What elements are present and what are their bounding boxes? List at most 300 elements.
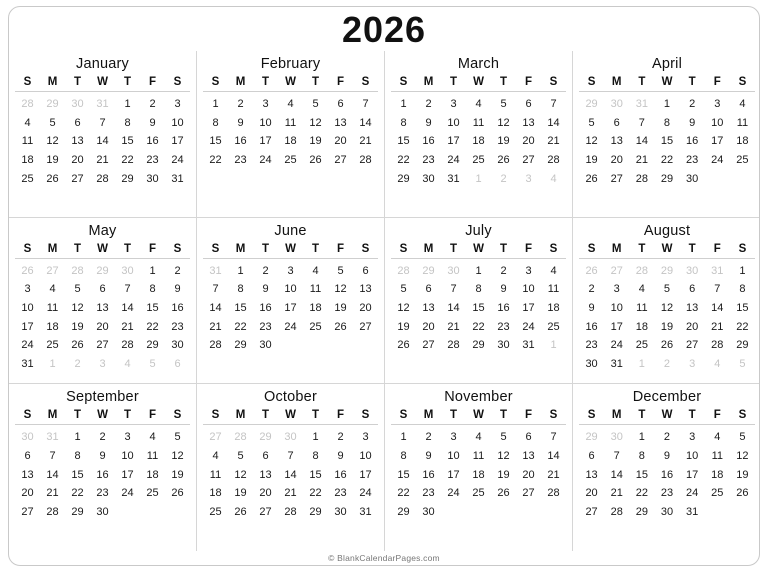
day-cell[interactable]: 25 xyxy=(635,339,648,352)
day-cell[interactable]: 15 xyxy=(234,301,247,314)
day-cell[interactable]: 30 xyxy=(146,172,159,185)
day-cell[interactable]: 29 xyxy=(635,505,648,518)
day-cell[interactable]: 27 xyxy=(585,505,598,518)
day-cell[interactable]: 24 xyxy=(447,487,460,500)
day-cell[interactable]: 8 xyxy=(638,449,645,462)
day-cell[interactable]: 23 xyxy=(334,487,347,500)
day-cell[interactable]: 19 xyxy=(497,135,510,148)
day-cell[interactable]: 26 xyxy=(497,153,510,166)
day-cell[interactable]: 7 xyxy=(99,116,106,129)
day-cell[interactable]: 21 xyxy=(46,487,59,500)
day-cell[interactable]: 13 xyxy=(522,449,535,462)
day-cell[interactable]: 28 xyxy=(547,153,560,166)
day-cell[interactable]: 31 xyxy=(711,264,724,277)
day-cell[interactable]: 25 xyxy=(472,487,485,500)
day-cell[interactable]: 30 xyxy=(334,505,347,518)
day-cell[interactable]: 24 xyxy=(284,320,297,333)
day-cell[interactable]: 3 xyxy=(613,283,620,296)
day-cell[interactable]: 17 xyxy=(359,468,372,481)
day-cell[interactable]: 21 xyxy=(547,468,560,481)
day-cell[interactable]: 11 xyxy=(46,301,59,314)
day-cell[interactable]: 28 xyxy=(635,264,648,277)
day-cell[interactable]: 16 xyxy=(585,320,598,333)
day-cell[interactable]: 5 xyxy=(663,283,671,296)
day-cell[interactable]: 30 xyxy=(660,505,674,518)
day-cell[interactable]: 13 xyxy=(522,116,535,129)
day-cell[interactable]: 17 xyxy=(447,135,460,148)
day-cell[interactable]: 26 xyxy=(171,487,184,500)
day-cell[interactable]: 2 xyxy=(689,98,696,110)
day-cell[interactable]: 4 xyxy=(312,264,319,277)
day-cell[interactable]: 24 xyxy=(522,320,535,333)
day-cell[interactable]: 3 xyxy=(287,264,294,277)
day-cell[interactable]: 29 xyxy=(660,172,674,185)
day-cell[interactable]: 2 xyxy=(174,264,181,277)
day-cell[interactable]: 26 xyxy=(334,320,347,333)
day-cell[interactable]: 8 xyxy=(149,283,156,296)
day-cell[interactable]: 12 xyxy=(71,301,84,314)
day-cell[interactable]: 11 xyxy=(472,116,485,129)
day-cell[interactable]: 14 xyxy=(447,301,460,314)
day-cell[interactable]: 18 xyxy=(284,135,297,148)
day-cell[interactable]: 30 xyxy=(121,264,134,277)
day-cell[interactable]: 5 xyxy=(400,283,407,296)
day-cell[interactable]: 10 xyxy=(359,449,372,462)
day-cell[interactable]: 28 xyxy=(610,505,623,518)
day-cell[interactable]: 13 xyxy=(585,468,598,481)
day-cell[interactable]: 19 xyxy=(397,320,410,333)
day-cell[interactable]: 29 xyxy=(259,431,272,444)
day-cell[interactable]: 8 xyxy=(400,449,407,462)
day-cell[interactable]: 30 xyxy=(422,172,435,185)
day-cell[interactable]: 29 xyxy=(146,339,159,352)
day-cell[interactable]: 5 xyxy=(312,98,319,110)
day-cell[interactable]: 5 xyxy=(49,116,56,129)
day-cell[interactable]: 21 xyxy=(711,320,724,333)
day-cell[interactable]: 25 xyxy=(711,487,724,500)
day-cell[interactable]: 3 xyxy=(450,98,457,110)
day-cell[interactable]: 7 xyxy=(212,283,219,296)
day-cell[interactable]: 3 xyxy=(99,357,106,370)
day-cell[interactable]: 11 xyxy=(146,449,159,462)
day-cell[interactable]: 21 xyxy=(635,153,648,166)
day-cell[interactable]: 26 xyxy=(585,264,598,277)
day-cell[interactable]: 3 xyxy=(174,98,181,110)
day-cell[interactable]: 22 xyxy=(736,320,749,333)
day-cell[interactable]: 28 xyxy=(121,339,134,352)
day-cell[interactable]: 24 xyxy=(121,487,134,500)
day-cell[interactable]: 20 xyxy=(585,487,598,500)
day-cell[interactable]: 1 xyxy=(475,172,482,185)
day-cell[interactable]: 8 xyxy=(475,283,482,296)
day-cell[interactable]: 11 xyxy=(636,301,648,314)
day-cell[interactable]: 24 xyxy=(711,153,724,166)
day-cell[interactable]: 10 xyxy=(21,301,34,314)
day-cell[interactable]: 12 xyxy=(234,468,247,481)
day-cell[interactable]: 25 xyxy=(309,320,322,333)
day-cell[interactable]: 7 xyxy=(49,449,56,462)
day-cell[interactable]: 6 xyxy=(337,98,344,110)
day-cell[interactable]: 6 xyxy=(99,283,106,296)
day-cell[interactable]: 18 xyxy=(46,320,59,333)
day-cell[interactable]: 16 xyxy=(422,135,435,148)
day-cell[interactable]: 15 xyxy=(660,135,674,148)
day-cell[interactable]: 29 xyxy=(472,339,485,352)
day-cell[interactable]: 6 xyxy=(362,264,369,277)
day-cell[interactable]: 19 xyxy=(497,468,510,481)
day-cell[interactable]: 21 xyxy=(284,487,297,500)
day-cell[interactable]: 16 xyxy=(422,468,435,481)
day-cell[interactable]: 3 xyxy=(689,357,696,370)
day-cell[interactable]: 1 xyxy=(124,98,131,110)
day-cell[interactable]: 12 xyxy=(334,283,347,296)
day-cell[interactable]: 15 xyxy=(397,468,410,481)
day-cell[interactable]: 8 xyxy=(663,116,671,129)
day-cell[interactable]: 20 xyxy=(422,320,435,333)
day-cell[interactable]: 12 xyxy=(736,449,749,462)
day-cell[interactable]: 27 xyxy=(46,264,59,277)
day-cell[interactable]: 31 xyxy=(635,98,648,110)
day-cell[interactable]: 18 xyxy=(146,468,159,481)
day-cell[interactable]: 30 xyxy=(422,505,435,518)
day-cell[interactable]: 30 xyxy=(96,505,109,518)
day-cell[interactable]: 4 xyxy=(287,98,294,110)
day-cell[interactable]: 1 xyxy=(149,264,156,277)
day-cell[interactable]: 24 xyxy=(21,339,34,352)
day-cell[interactable]: 15 xyxy=(472,301,485,314)
day-cell[interactable]: 14 xyxy=(711,301,724,314)
day-cell[interactable]: 28 xyxy=(209,339,222,352)
day-cell[interactable]: 21 xyxy=(547,135,560,148)
day-cell[interactable]: 7 xyxy=(550,98,557,110)
day-cell[interactable]: 14 xyxy=(610,468,623,481)
day-cell[interactable]: 8 xyxy=(739,283,746,296)
day-cell[interactable]: 1 xyxy=(638,431,645,444)
day-cell[interactable]: 11 xyxy=(711,449,723,462)
day-cell[interactable]: 15 xyxy=(121,135,134,148)
day-cell[interactable]: 15 xyxy=(309,468,322,481)
day-cell[interactable]: 30 xyxy=(447,264,460,277)
day-cell[interactable]: 14 xyxy=(547,116,560,129)
day-cell[interactable]: 9 xyxy=(237,116,244,129)
day-cell[interactable]: 4 xyxy=(475,98,482,110)
day-cell[interactable]: 23 xyxy=(660,487,674,500)
day-cell[interactable]: 16 xyxy=(96,468,109,481)
day-cell[interactable]: 7 xyxy=(613,449,620,462)
day-cell[interactable]: 1 xyxy=(400,98,407,110)
day-cell[interactable]: 2 xyxy=(74,357,81,370)
day-cell[interactable]: 18 xyxy=(209,487,222,500)
day-cell[interactable]: 27 xyxy=(610,264,623,277)
day-cell[interactable]: 17 xyxy=(522,301,535,314)
day-cell[interactable]: 4 xyxy=(714,357,721,370)
day-cell[interactable]: 2 xyxy=(500,264,507,277)
day-cell[interactable]: 17 xyxy=(171,135,184,148)
day-cell[interactable]: 8 xyxy=(237,283,244,296)
day-cell[interactable]: 16 xyxy=(334,468,347,481)
day-cell[interactable]: 1 xyxy=(49,357,56,370)
day-cell[interactable]: 13 xyxy=(422,301,435,314)
day-cell[interactable]: 15 xyxy=(635,468,648,481)
day-cell[interactable]: 10 xyxy=(610,301,623,314)
day-cell[interactable]: 2 xyxy=(337,431,344,444)
day-cell[interactable]: 3 xyxy=(262,98,269,110)
day-cell[interactable]: 10 xyxy=(447,116,460,129)
day-cell[interactable]: 31 xyxy=(209,264,222,277)
day-cell[interactable]: 15 xyxy=(397,135,410,148)
day-cell[interactable]: 14 xyxy=(209,301,222,314)
day-cell[interactable]: 20 xyxy=(686,320,699,333)
day-cell[interactable]: 9 xyxy=(425,116,432,129)
day-cell[interactable]: 26 xyxy=(309,153,322,166)
day-cell[interactable]: 25 xyxy=(736,153,749,166)
day-cell[interactable]: 20 xyxy=(610,153,623,166)
day-cell[interactable]: 2 xyxy=(588,283,595,296)
day-cell[interactable]: 28 xyxy=(397,264,410,277)
day-cell[interactable]: 20 xyxy=(334,135,347,148)
day-cell[interactable]: 9 xyxy=(425,449,432,462)
day-cell[interactable]: 24 xyxy=(171,153,184,166)
day-cell[interactable]: 26 xyxy=(397,339,410,352)
day-cell[interactable]: 26 xyxy=(497,487,510,500)
day-cell[interactable]: 19 xyxy=(71,320,84,333)
day-cell[interactable]: 20 xyxy=(71,153,84,166)
day-cell[interactable]: 29 xyxy=(234,339,247,352)
day-cell[interactable]: 22 xyxy=(121,153,134,166)
day-cell[interactable]: 15 xyxy=(146,301,159,314)
day-cell[interactable]: 29 xyxy=(422,264,435,277)
day-cell[interactable]: 29 xyxy=(71,505,84,518)
day-cell[interactable]: 23 xyxy=(497,320,510,333)
day-cell[interactable]: 27 xyxy=(686,339,699,352)
day-cell[interactable]: 11 xyxy=(736,116,749,129)
day-cell[interactable]: 15 xyxy=(736,301,749,314)
day-cell[interactable]: 27 xyxy=(209,431,222,444)
day-cell[interactable]: 27 xyxy=(21,505,34,518)
day-cell[interactable]: 5 xyxy=(149,357,156,370)
day-cell[interactable]: 26 xyxy=(234,505,247,518)
day-cell[interactable]: 17 xyxy=(711,135,724,148)
day-cell[interactable]: 30 xyxy=(21,431,34,444)
day-cell[interactable]: 11 xyxy=(284,116,297,129)
day-cell[interactable]: 29 xyxy=(397,505,410,518)
day-cell[interactable]: 29 xyxy=(585,431,598,444)
day-cell[interactable]: 31 xyxy=(522,339,535,352)
day-cell[interactable]: 24 xyxy=(610,339,623,352)
day-cell[interactable]: 21 xyxy=(96,153,109,166)
day-cell[interactable]: 4 xyxy=(739,98,746,110)
day-cell[interactable]: 5 xyxy=(739,431,746,444)
day-cell[interactable]: 2 xyxy=(262,264,269,277)
day-cell[interactable]: 31 xyxy=(21,357,34,370)
day-cell[interactable]: 12 xyxy=(171,449,184,462)
day-cell[interactable]: 30 xyxy=(71,98,84,110)
day-cell[interactable]: 30 xyxy=(171,339,184,352)
day-cell[interactable]: 30 xyxy=(259,339,272,352)
day-cell[interactable]: 19 xyxy=(171,468,184,481)
day-cell[interactable]: 9 xyxy=(149,116,156,129)
day-cell[interactable]: 29 xyxy=(585,98,598,110)
day-cell[interactable]: 22 xyxy=(397,487,410,500)
day-cell[interactable]: 14 xyxy=(284,468,297,481)
day-cell[interactable]: 31 xyxy=(359,505,372,518)
day-cell[interactable]: 21 xyxy=(121,320,134,333)
day-cell[interactable]: 9 xyxy=(689,116,696,129)
day-cell[interactable]: 4 xyxy=(124,357,131,370)
day-cell[interactable]: 23 xyxy=(171,320,184,333)
day-cell[interactable]: 8 xyxy=(212,116,219,129)
day-cell[interactable]: 3 xyxy=(124,431,131,444)
day-cell[interactable]: 25 xyxy=(284,153,297,166)
day-cell[interactable]: 1 xyxy=(475,264,482,277)
day-cell[interactable]: 19 xyxy=(46,153,59,166)
day-cell[interactable]: 28 xyxy=(46,505,59,518)
day-cell[interactable]: 22 xyxy=(71,487,84,500)
day-cell[interactable]: 13 xyxy=(71,135,84,148)
day-cell[interactable]: 9 xyxy=(337,449,344,462)
day-cell[interactable]: 6 xyxy=(588,449,595,462)
day-cell[interactable]: 6 xyxy=(24,449,31,462)
day-cell[interactable]: 4 xyxy=(475,431,482,444)
day-cell[interactable]: 28 xyxy=(284,505,297,518)
day-cell[interactable]: 26 xyxy=(71,339,84,352)
day-cell[interactable]: 22 xyxy=(209,153,222,166)
day-cell[interactable]: 28 xyxy=(547,487,560,500)
day-cell[interactable]: 5 xyxy=(588,116,595,129)
day-cell[interactable]: 20 xyxy=(522,135,535,148)
day-cell[interactable]: 14 xyxy=(121,301,134,314)
day-cell[interactable]: 10 xyxy=(447,449,460,462)
day-cell[interactable]: 2 xyxy=(425,431,432,444)
day-cell[interactable]: 17 xyxy=(610,320,623,333)
day-cell[interactable]: 31 xyxy=(171,172,184,185)
day-cell[interactable]: 22 xyxy=(309,487,322,500)
day-cell[interactable]: 5 xyxy=(500,98,507,110)
day-cell[interactable]: 28 xyxy=(359,153,372,166)
day-cell[interactable]: 4 xyxy=(714,431,721,444)
day-cell[interactable]: 22 xyxy=(472,320,485,333)
day-cell[interactable]: 19 xyxy=(234,487,247,500)
day-cell[interactable]: 5 xyxy=(174,431,181,444)
day-cell[interactable]: 23 xyxy=(422,153,435,166)
day-cell[interactable]: 2 xyxy=(663,431,671,444)
day-cell[interactable]: 5 xyxy=(739,357,746,370)
day-cell[interactable]: 7 xyxy=(450,283,457,296)
day-cell[interactable]: 22 xyxy=(146,320,159,333)
day-cell[interactable]: 9 xyxy=(262,283,269,296)
day-cell[interactable]: 31 xyxy=(610,357,623,370)
day-cell[interactable]: 27 xyxy=(259,505,272,518)
day-cell[interactable]: 13 xyxy=(21,468,34,481)
day-cell[interactable]: 8 xyxy=(124,116,131,129)
day-cell[interactable]: 7 xyxy=(714,283,721,296)
day-cell[interactable]: 16 xyxy=(171,301,184,314)
day-cell[interactable]: 2 xyxy=(237,98,244,110)
day-cell[interactable]: 27 xyxy=(522,487,535,500)
day-cell[interactable]: 28 xyxy=(21,98,34,110)
day-cell[interactable]: 27 xyxy=(334,153,347,166)
day-cell[interactable]: 30 xyxy=(610,98,623,110)
day-cell[interactable]: 29 xyxy=(660,264,674,277)
day-cell[interactable]: 16 xyxy=(660,468,674,481)
day-cell[interactable]: 1 xyxy=(74,431,81,444)
day-cell[interactable]: 6 xyxy=(174,357,181,370)
day-cell[interactable]: 2 xyxy=(99,431,106,444)
day-cell[interactable]: 26 xyxy=(585,172,598,185)
day-cell[interactable]: 6 xyxy=(74,116,81,129)
day-cell[interactable]: 14 xyxy=(96,135,109,148)
day-cell[interactable]: 5 xyxy=(237,449,244,462)
day-cell[interactable]: 18 xyxy=(547,301,560,314)
day-cell[interactable]: 10 xyxy=(171,116,184,129)
day-cell[interactable]: 27 xyxy=(422,339,435,352)
day-cell[interactable]: 26 xyxy=(660,339,674,352)
day-cell[interactable]: 17 xyxy=(447,468,460,481)
day-cell[interactable]: 6 xyxy=(425,283,432,296)
day-cell[interactable]: 21 xyxy=(447,320,460,333)
day-cell[interactable]: 31 xyxy=(96,98,109,110)
day-cell[interactable]: 12 xyxy=(497,116,510,129)
day-cell[interactable]: 24 xyxy=(359,487,372,500)
day-cell[interactable]: 14 xyxy=(359,116,372,129)
day-cell[interactable]: 29 xyxy=(736,339,749,352)
day-cell[interactable]: 25 xyxy=(209,505,222,518)
day-cell[interactable]: 23 xyxy=(96,487,109,500)
day-cell[interactable]: 25 xyxy=(547,320,560,333)
day-cell[interactable]: 22 xyxy=(635,487,648,500)
day-cell[interactable]: 12 xyxy=(497,449,510,462)
day-cell[interactable]: 30 xyxy=(686,264,699,277)
day-cell[interactable]: 7 xyxy=(124,283,131,296)
day-cell[interactable]: 19 xyxy=(585,153,598,166)
day-cell[interactable]: 19 xyxy=(736,468,749,481)
day-cell[interactable]: 23 xyxy=(422,487,435,500)
day-cell[interactable]: 28 xyxy=(635,172,648,185)
day-cell[interactable]: 19 xyxy=(309,135,322,148)
day-cell[interactable]: 4 xyxy=(550,172,557,185)
day-cell[interactable]: 12 xyxy=(309,116,322,129)
day-cell[interactable]: 1 xyxy=(400,431,407,444)
day-cell[interactable]: 9 xyxy=(500,283,507,296)
day-cell[interactable]: 9 xyxy=(174,283,181,296)
day-cell[interactable]: 9 xyxy=(588,301,595,314)
day-cell[interactable]: 4 xyxy=(24,116,31,129)
day-cell[interactable]: 27 xyxy=(610,172,623,185)
day-cell[interactable]: 12 xyxy=(397,301,410,314)
day-cell[interactable]: 23 xyxy=(585,339,598,352)
day-cell[interactable]: 10 xyxy=(711,116,724,129)
day-cell[interactable]: 30 xyxy=(497,339,510,352)
day-cell[interactable]: 2 xyxy=(663,357,671,370)
day-cell[interactable]: 12 xyxy=(46,135,59,148)
day-cell[interactable]: 16 xyxy=(686,135,699,148)
day-cell[interactable]: 5 xyxy=(337,264,344,277)
day-cell[interactable]: 20 xyxy=(96,320,109,333)
day-cell[interactable]: 25 xyxy=(21,172,34,185)
day-cell[interactable]: 3 xyxy=(362,431,369,444)
day-cell[interactable]: 24 xyxy=(686,487,699,500)
day-cell[interactable]: 3 xyxy=(24,283,31,296)
day-cell[interactable]: 17 xyxy=(284,301,297,314)
day-cell[interactable]: 22 xyxy=(660,153,674,166)
day-cell[interactable]: 27 xyxy=(96,339,109,352)
day-cell[interactable]: 11 xyxy=(309,283,322,296)
day-cell[interactable]: 9 xyxy=(99,449,106,462)
day-cell[interactable]: 13 xyxy=(259,468,272,481)
day-cell[interactable]: 13 xyxy=(359,283,372,296)
day-cell[interactable]: 18 xyxy=(472,468,485,481)
day-cell[interactable]: 23 xyxy=(146,153,159,166)
